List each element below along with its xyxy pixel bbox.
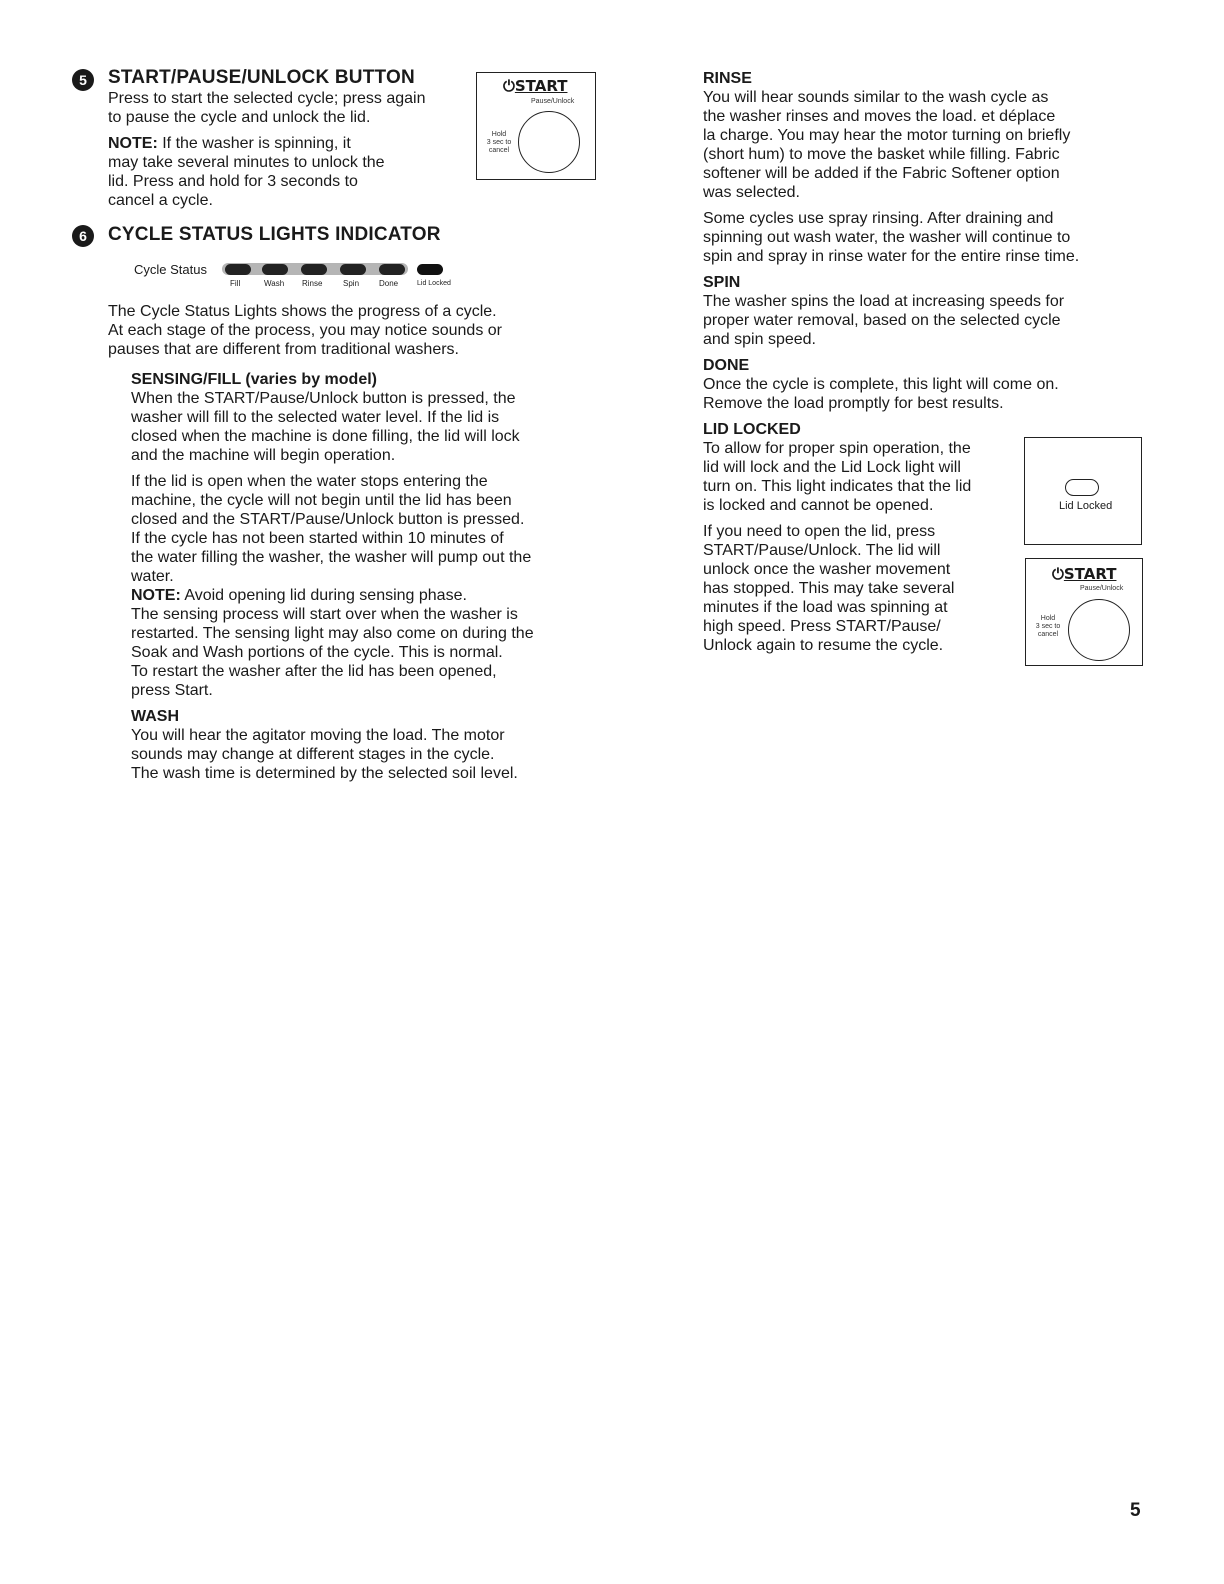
body-line: cancel a cycle.	[108, 192, 213, 209]
body-line: spinning out wash water, the washer will continue to	[703, 229, 1071, 246]
lid-locked-heading: LID LOCKED	[703, 421, 801, 438]
body-line: the water filling the washer, the washer will pump out the	[131, 549, 532, 566]
pause-unlock-label: Pause/Unlock	[1080, 585, 1124, 592]
body-line: If the lid is open when the water stops entering the	[131, 473, 488, 490]
rinse-light-icon	[301, 264, 327, 275]
body-line: The wash time is determined by the selected soil level.	[131, 765, 518, 782]
note-paragraph	[108, 134, 478, 153]
body-line: restarted. The sensing light may also come on during the	[131, 625, 534, 642]
body-line: the washer rinses and moves the load. et déplace	[703, 108, 1056, 125]
body-line: To allow for proper spin operation, the	[703, 440, 971, 457]
body-line: machine, the cycle will not begin until the lid has been	[131, 492, 512, 509]
hold-line: cancel	[1037, 631, 1059, 638]
body-line: lid will lock and the Lid Lock light will	[703, 459, 961, 476]
lid-locked-label: Lid Locked	[1059, 500, 1113, 512]
body-line: minutes if the load was spinning at	[703, 599, 948, 616]
start-button-illustration	[476, 72, 596, 180]
hold-line: 3 sec to	[486, 139, 512, 146]
body-line: pauses that are different from traditional washers.	[108, 341, 459, 358]
body-line: was selected.	[703, 184, 800, 201]
body-line: You will hear the agitator moving the load. The motor	[131, 727, 505, 744]
body-line: To restart the washer after the lid has been opened,	[131, 663, 497, 680]
lid-locked-light-icon	[417, 264, 443, 275]
fill-light-icon	[225, 264, 251, 275]
body-line: You will hear sounds similar to the wash cycle as	[703, 89, 1049, 106]
hold-line: cancel	[488, 147, 510, 154]
power-icon: ⏻	[503, 77, 515, 95]
start-label	[503, 77, 567, 95]
section-6-intro	[108, 302, 598, 359]
body-line: If you need to open the lid, press	[703, 523, 936, 540]
page-number: 5	[1130, 1500, 1141, 1521]
note-paragraph	[131, 586, 611, 605]
body-line: softener will be added if the Fabric Softener option	[703, 165, 1060, 182]
section-number-badge	[72, 69, 94, 91]
body-line: sounds may change at different stages in the cycle.	[131, 746, 495, 763]
start-button-illustration	[1025, 558, 1143, 666]
body-line: may take several minutes to unlock the	[108, 154, 385, 171]
stage-label: Done	[379, 279, 399, 288]
stage-label: Lid Locked	[417, 280, 451, 287]
section-title: CYCLE STATUS LIGHTS INDICATOR	[108, 224, 441, 245]
hold-line: 3 sec to	[1035, 623, 1061, 630]
sensing-heading: SENSING/FILL (varies by model)	[131, 371, 377, 388]
rinse-heading: RINSE	[703, 70, 752, 87]
done-light-icon	[379, 264, 405, 275]
hold-line: Hold	[491, 131, 507, 138]
body-line: press Start.	[131, 682, 213, 699]
hold-label	[481, 131, 517, 155]
start-label	[1052, 565, 1116, 583]
hold-line: Hold	[1040, 615, 1056, 622]
body-line: At each stage of the process, you may notice sounds or	[108, 322, 502, 339]
start-word: START	[1063, 565, 1117, 583]
note-label: NOTE:	[108, 135, 158, 152]
body-line: washer will fill to the selected water level. If the lid is	[131, 409, 500, 426]
body-line: closed when the machine is done filling, the lid will lock	[131, 428, 520, 445]
spin-heading: SPIN	[703, 274, 741, 291]
body-line: The washer spins the load at increasing speeds for	[703, 293, 1065, 310]
power-icon: ⏻	[1052, 565, 1064, 583]
body-line: lid. Press and hold for 3 seconds to	[108, 173, 358, 190]
body-line: If the cycle has not been started within 10 minutes of	[131, 530, 504, 547]
start-knob-icon	[1068, 599, 1130, 661]
stage-label: Spin	[343, 279, 360, 288]
body-line: The sensing process will start over when the washer is	[131, 606, 518, 623]
section-number: 6	[79, 228, 87, 244]
section-title: START/PAUSE/UNLOCK BUTTON	[108, 67, 415, 88]
body-line: The Cycle Status Lights shows the progress of a cycle.	[108, 303, 497, 320]
section-number: 5	[79, 72, 87, 88]
left-subsections	[131, 370, 611, 783]
note-label: NOTE:	[131, 587, 181, 604]
body-line: proper water removal, based on the selected cycle	[703, 312, 1061, 329]
done-heading: DONE	[703, 357, 750, 374]
start-knob-icon	[518, 111, 580, 173]
body-line: water.	[131, 568, 174, 585]
cycle-status-label: Cycle Status	[134, 262, 207, 277]
stage-label: Rinse	[302, 279, 323, 288]
body-line: Soak and Wash portions of the cycle. This is normal.	[131, 644, 503, 661]
body-line: (short hum) to move the basket while filling. Fabric	[703, 146, 1060, 163]
body-line: and the machine will begin operation.	[131, 447, 396, 464]
body-line: Some cycles use spray rinsing. After draining and	[703, 210, 1054, 227]
body-line: high speed. Press START/Pause/	[703, 618, 941, 635]
section-number-badge	[72, 225, 94, 247]
body-line: When the START/Pause/Unlock button is pressed, the	[131, 390, 516, 407]
stage-label: Fill	[230, 279, 241, 288]
body-line: la charge. You may hear the motor turning on briefly	[703, 127, 1071, 144]
lid-locked-illustration	[1024, 437, 1142, 545]
note-text: Avoid opening lid during sensing phase.	[180, 587, 467, 604]
body-line: to pause the cycle and unlock the lid.	[108, 109, 371, 126]
body-line: Press to start the selected cycle; press again	[108, 90, 426, 107]
lid-locked-light-icon	[1065, 479, 1099, 496]
start-word: START	[514, 77, 568, 95]
body-line: Remove the load promptly for best results.	[703, 395, 1004, 412]
wash-light-icon	[262, 264, 288, 275]
body-line: turn on. This light indicates that the lid	[703, 478, 972, 495]
body-line: has stopped. This may take several	[703, 580, 955, 597]
body-line: Once the cycle is complete, this light will come on.	[703, 376, 1059, 393]
body-line: closed and the START/Pause/Unlock button is pressed.	[131, 511, 525, 528]
spin-light-icon	[340, 264, 366, 275]
wash-heading: WASH	[131, 708, 179, 725]
stage-label: Wash	[264, 279, 285, 288]
hold-label	[1030, 615, 1066, 639]
body-line: START/Pause/Unlock. The lid will	[703, 542, 941, 559]
body-line: spin and spray in rinse water for the entire rinse time.	[703, 248, 1080, 265]
section-5-body	[108, 89, 478, 210]
body-line: is locked and cannot be opened.	[703, 497, 934, 514]
body-line: unlock once the washer movement	[703, 561, 951, 578]
pause-unlock-label: Pause/Unlock	[531, 98, 575, 105]
body-line: and spin speed.	[703, 331, 816, 348]
body-line: Unlock again to resume the cycle.	[703, 637, 944, 654]
note-text: If the washer is spinning, it	[157, 135, 351, 152]
